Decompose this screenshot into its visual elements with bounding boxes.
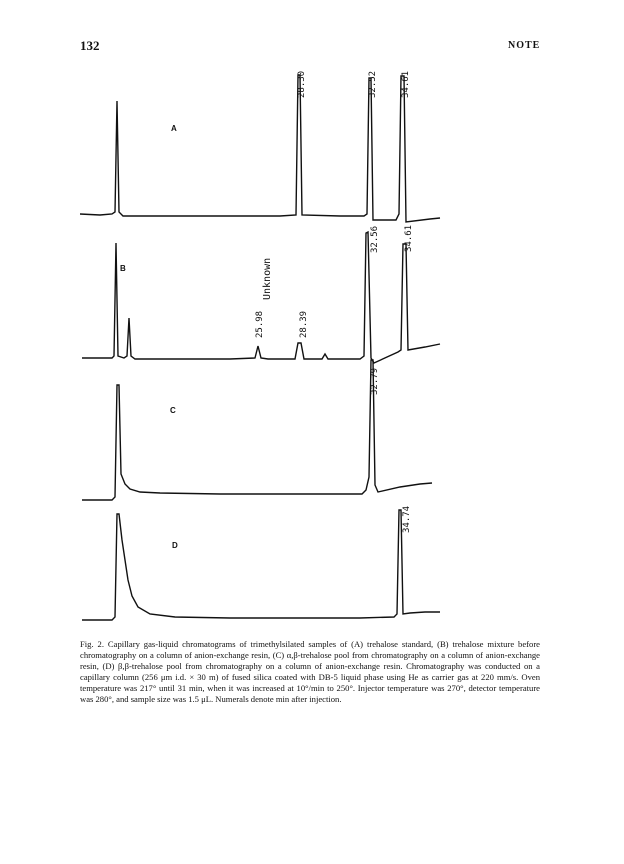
peak-label-a-3: 34.61 xyxy=(401,70,411,98)
peak-label-a-1: 28.30 xyxy=(297,70,307,98)
peak-label-a-2: 32.52 xyxy=(368,70,378,98)
annotation-unknown: Unknown xyxy=(262,257,273,300)
peak-label-b-4: 32.79 xyxy=(370,367,380,395)
page-number: 132 xyxy=(80,38,100,53)
peak-label-b-3: 32.56 xyxy=(370,225,380,253)
panel-b xyxy=(82,225,440,395)
panel-label-d: D xyxy=(172,541,178,550)
peak-label-b-1: 25.98 xyxy=(255,310,265,338)
trace-a xyxy=(80,75,440,222)
panel-a xyxy=(80,71,440,222)
peak-label-d-1: 34.74 xyxy=(402,505,412,533)
panel-label-a: A xyxy=(171,124,177,133)
panel-d xyxy=(82,506,440,620)
trace-d xyxy=(82,510,440,620)
panel-label-c: C xyxy=(170,406,176,415)
trace-b xyxy=(82,232,440,363)
peak-label-b-5: 34.61 xyxy=(404,224,414,252)
panel-label-b: B xyxy=(120,264,126,273)
running-head: NOTE xyxy=(508,40,541,51)
peak-label-b-2: 28.39 xyxy=(299,310,309,338)
figure-caption: Fig. 2. Capillary gas-liquid chromatograms of trimethylsilated samples of (A) trehalose standard, (B) trehalose mixture before chromatography on a column of anion-exchange resin, (C) α,β-trehalose pool from chromatography on a column of anion-exchange resin, (D) β,β-trehalose pool from chromatography on a column of anion-exchange resin. Chromatography was conducted on a capillary column (256 μm i.d. × 30 m) of fused silica coated with DB-5 liquid phase using He as carrier gas at 220 mm/s. Oven temperature was 217° until 31 min, when it was increased at 10°/min to 250°. Injector temperature was 270°, detector temperature was 280°, and sample size was 1.5 μL. Numerals denote min after injection. xyxy=(80,639,540,704)
